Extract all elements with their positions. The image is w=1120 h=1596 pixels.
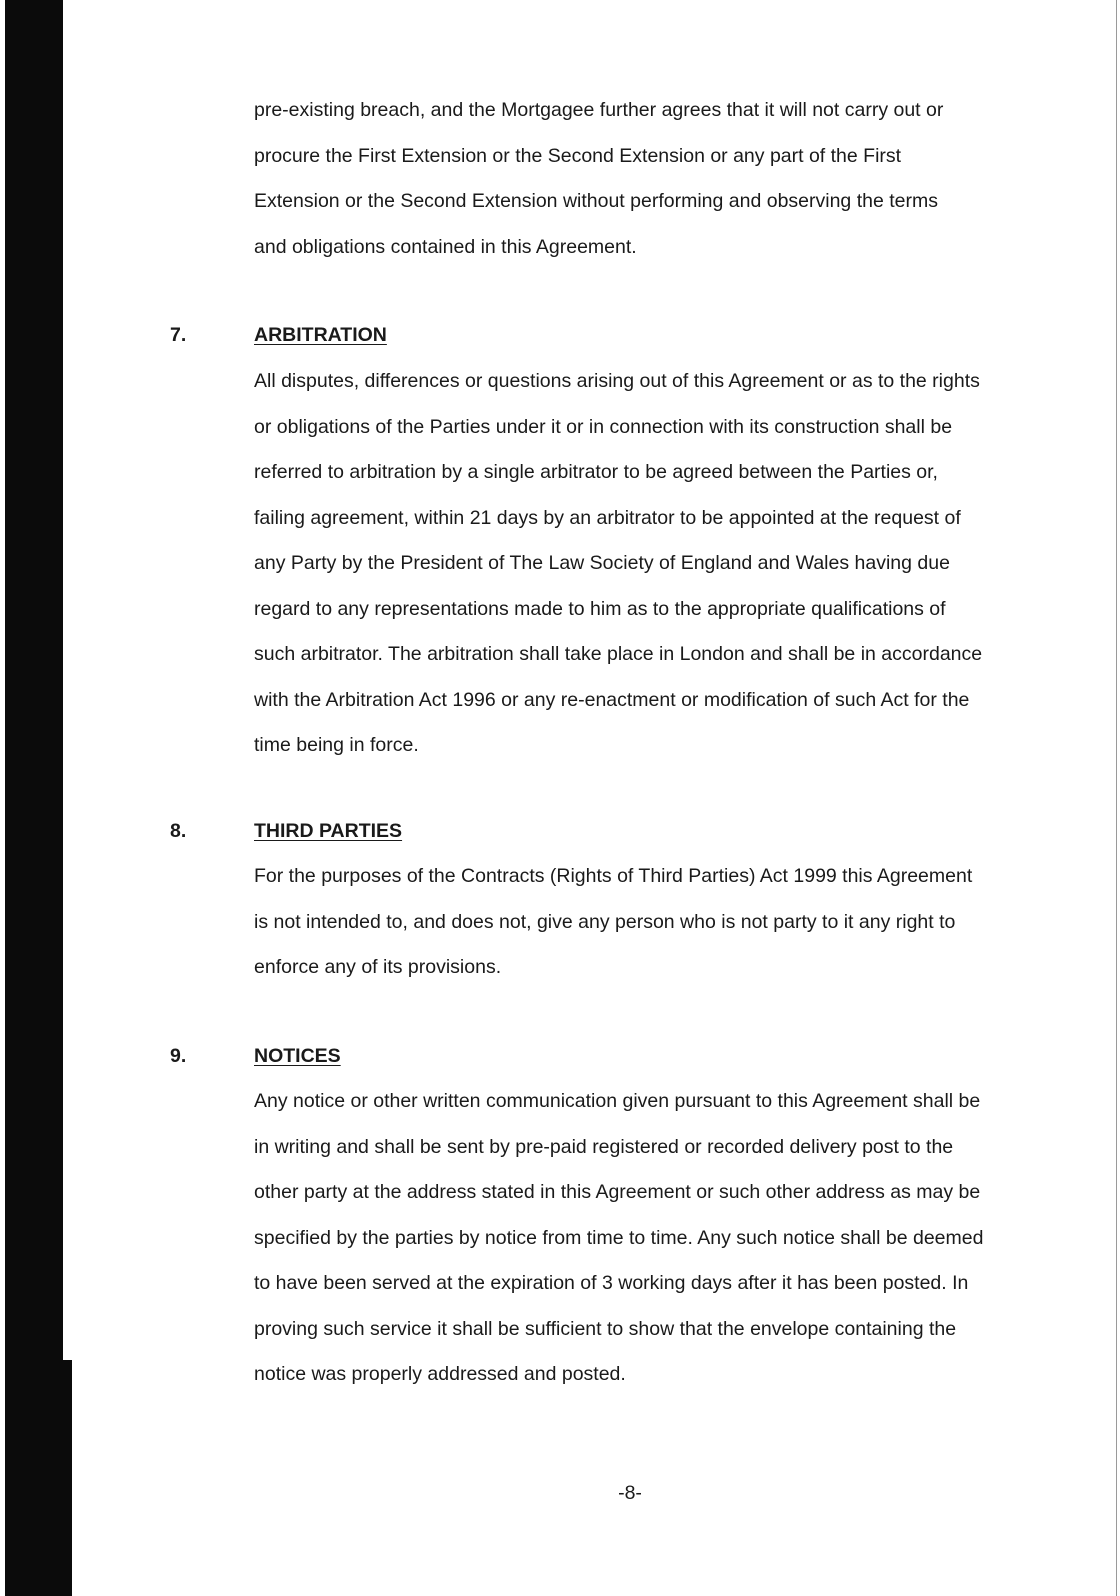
paragraph-line: with the Arbitration Act 1996 or any re-enactment or modification of such Act for the: [254, 688, 970, 711]
paragraph-line: any Party by the President of The Law Society of England and Wales having due: [254, 552, 950, 574]
paragraph-line: in writing and shall be sent by pre-paid registered or recorded delivery post to the: [254, 1135, 954, 1158]
clause-number: 7.: [170, 324, 187, 346]
clause-heading-third-parties: THIRD PARTIES: [254, 820, 403, 842]
paragraph-line: or obligations of the Parties under it or in connection with its construction shall be: [254, 415, 953, 438]
clause-number: 8.: [170, 820, 187, 842]
paragraph-line: enforce any of its provisions.: [254, 956, 502, 978]
paragraph-line: specified by the parties by notice from time to time. Any such notice shall be deemed: [254, 1226, 984, 1249]
clause-heading-notices: NOTICES: [254, 1045, 341, 1067]
paragraph-line: and obligations contained in this Agreement.: [254, 235, 637, 258]
paragraph-line: time being in force.: [254, 734, 419, 756]
paragraph-line: notice was properly addressed and posted.: [254, 1363, 626, 1385]
paragraph-line: Extension or the Second Extension without performing and observing the terms: [254, 190, 938, 212]
paragraph-line: failing agreement, within 21 days by an arbitrator to be appointed at the request of: [254, 506, 961, 529]
paragraph-line: For the purposes of the Contracts (Rights of Third Parties) Act 1999 this Agreement: [254, 865, 973, 887]
paragraph-line: Any notice or other written communication given pursuant to this Agreement shall be: [254, 1090, 981, 1112]
paragraph-line: regard to any representations made to him as to the appropriate qualifications of: [254, 597, 946, 620]
clause-number: 9.: [170, 1045, 187, 1067]
paragraph-line: procure the First Extension or the Second Extension or any part of the First: [254, 144, 902, 167]
paragraph-line: All disputes, differences or questions arising out of this Agreement or as to the rights: [254, 370, 980, 392]
clause-heading-arbitration: ARBITRATION: [254, 324, 387, 346]
paragraph-line: other party at the address stated in this Agreement or such other address as may be: [254, 1181, 981, 1203]
paragraph-line: referred to arbitration by a single arbitrator to be agreed between the Parties or,: [254, 461, 938, 483]
paragraph-line: such arbitrator. The arbitration shall take place in London and shall be in accordance: [254, 643, 983, 665]
paragraph-line: to have been served at the expiration of 3 working days after it has been posted. In: [254, 1272, 969, 1294]
paragraph-line: proving such service it shall be sufficient to show that the envelope containing the: [254, 1317, 957, 1340]
intro-paragraph: [254, 88, 1024, 270]
paragraph-line: pre-existing breach, and the Mortgagee further agrees that it will not carry out or: [254, 99, 944, 121]
clause-body-third-parties: [254, 854, 1024, 991]
clause-body-notices: [254, 1079, 1024, 1398]
paragraph-line: is not intended to, and does not, give any person who is not party to it any right to: [254, 910, 956, 933]
clause-body-arbitration: [254, 359, 1024, 769]
page-number: -8-: [618, 1482, 642, 1504]
